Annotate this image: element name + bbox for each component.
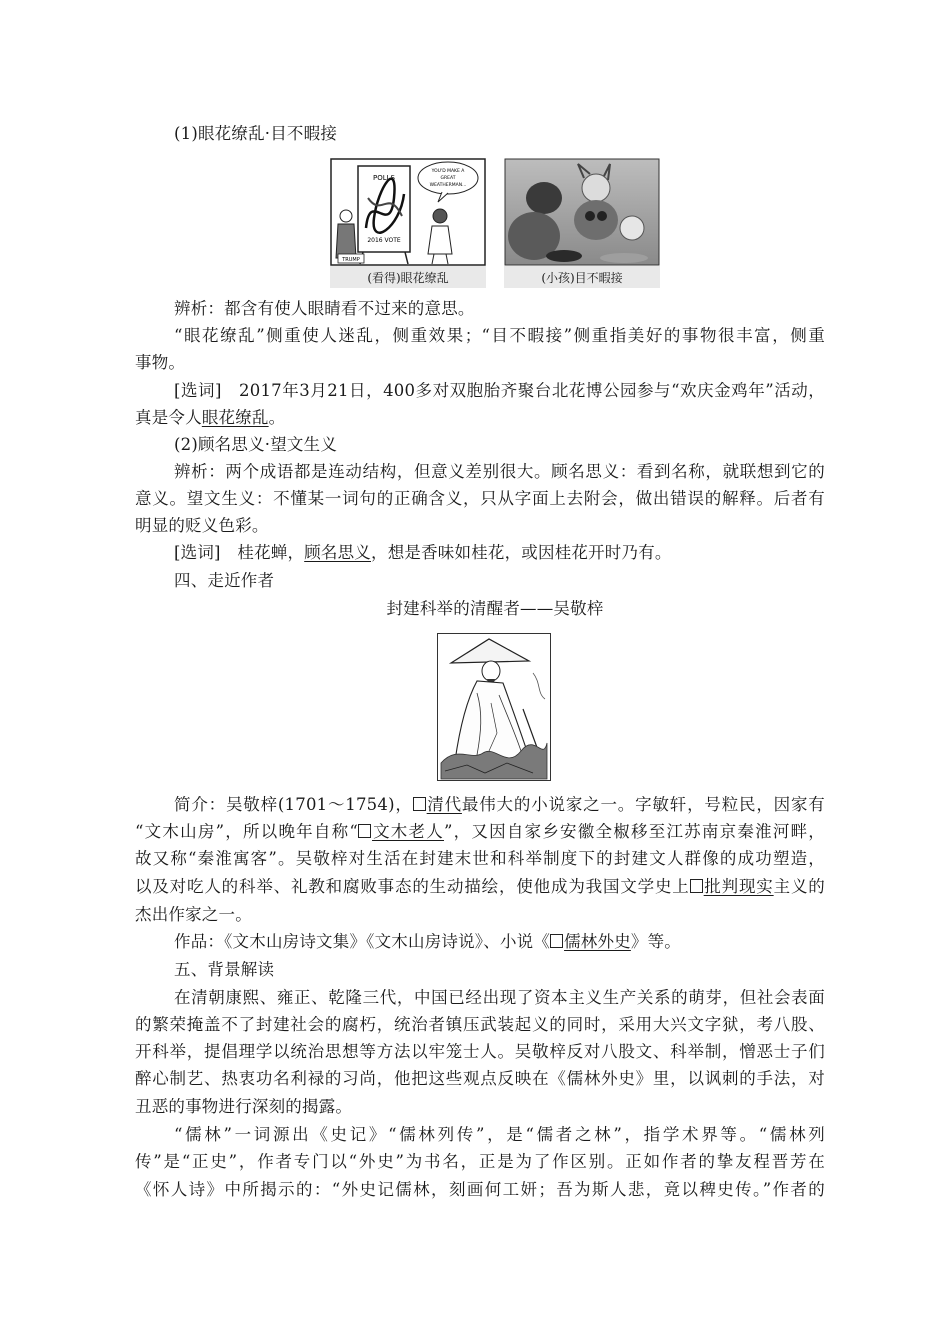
background-line-1: 在清朝康熙、雍正、乾隆三代，中国已经出现了资本主义生产关系的萌芽，但社会表面	[174, 988, 825, 1007]
analysis-line-2b: 意义。望文生义：不懂某一词句的正确含义，只从字面上去附会，做出错误的解释。后者有	[135, 489, 825, 508]
photo-figure	[504, 158, 660, 288]
background-line-2: 的繁荣掩盖不了封建社会的腐朽，统治者镇压武装起义的同时，采用大兴文字狱，考八股、	[135, 1015, 825, 1034]
works-line: 作品：《文木山房诗文集》《文木山房诗说》、小说《 儒林外史》等。	[174, 932, 681, 951]
blank-box-icon	[550, 934, 563, 948]
background-line-3: 开科举，提倡理学以统治思想等方法以牢笼士人。吴敬梓反对八股文、科举制，憎恶士子们	[135, 1042, 825, 1061]
background-line-8: 《怀人诗》中所揭示的：“外史记儒林，刻画何工妍；吾为斯人悲，竟以稗史传。”作者的	[135, 1180, 825, 1199]
example-line-1: [选词] 2017年3月21日，400多对双胞胎齐聚台北花博公园参与“欢庆金鸡年”活动，	[174, 381, 825, 400]
blank-answer-4: 儒林外史	[550, 932, 631, 951]
author-portrait	[437, 633, 551, 781]
analysis-line-2a: 辨析：两个成语都是连动结构，但意义差别很大。顾名思义：看到名称，就联想到它的	[174, 462, 825, 481]
analysis-text-1: 辨析：都含有使人眼睛看不过来的意思。	[174, 299, 475, 318]
intro-line-4: 以及对吃人的科举、礼教和腐败事态的生动描绘，使他成为我国文学史上 批判现实主义的	[135, 877, 825, 896]
background-line-5: 丑恶的事物进行深刻的揭露。	[135, 1097, 353, 1116]
section-title-2: (2)顾名思义·望文生义	[174, 435, 338, 454]
svg-text:YOU'D MAKE A: YOU'D MAKE A	[431, 169, 465, 174]
blank-box-icon	[413, 797, 426, 811]
intro-line-2: “文木山房”，所以晚年自称“ 文木老人”，又因自家乡安徽全椒移至江苏南京秦淮河畔，	[135, 822, 825, 841]
blank-answer-1: 清代	[413, 795, 462, 814]
section-title-1: (1)眼花缭乱·目不暇接	[174, 124, 338, 143]
background-line-7: 传”是“正史”，作者专门以“外史”为书名，正是为了作区别。正如作者的挚友程晋芳在	[135, 1152, 825, 1171]
svg-text:GREAT: GREAT	[440, 176, 456, 181]
cartoon-sign-text: TRUMP	[342, 257, 360, 263]
example-line-3: [选词] 桂花蝉，顾名思义，想是香味如桂花，或因桂花开时乃有。	[174, 543, 672, 562]
cartoon-vote-text: 2016 VOTE	[367, 237, 401, 244]
intro-line-3: 故又称“秦淮寓客”。吴敬梓对生活在封建末世和科举制度下的封建文人群像的成功塑造，	[135, 849, 825, 868]
figure-caption-right: (小孩)目不暇接	[541, 271, 623, 285]
underlined-idiom-1: 眼花缭乱	[201, 408, 269, 427]
svg-text:WEATHERMAN...: WEATHERMAN...	[429, 183, 467, 188]
blank-answer-3: 批判现实	[690, 877, 774, 896]
background-line-6: “儒林”一词源出《史记》“儒林列传”，是“儒者之林”，指学术界等。“儒林列	[174, 1125, 825, 1144]
background-line-4: 醉心制艺、热衷功名利禄的习尚，他把这些观点反映在《儒林外史》里，以讽刺的手法，对	[135, 1069, 825, 1088]
blank-box-icon	[690, 879, 703, 893]
figure-caption-left: (看得)眼花缭乱	[367, 271, 449, 285]
example-line-2: 真是令人眼花缭乱。	[135, 408, 286, 427]
underlined-idiom-2: 顾名思义	[304, 543, 371, 562]
detail-line-2: 事物。	[135, 353, 186, 372]
cartoon-polls-text: POLLS	[373, 174, 395, 182]
portrait-drawing	[437, 633, 551, 781]
section-heading-4: 四、走近作者	[174, 571, 275, 590]
blank-box-icon	[358, 824, 371, 838]
author-title: 封建科举的清醒者——吴敬梓	[386, 599, 604, 618]
analysis-line-2c: 明显的贬义色彩。	[135, 516, 269, 535]
cartoon-figure	[330, 158, 486, 288]
intro-line-1: 简介：吴敬梓(1701～1754)， 清代最伟大的小说家之一。字敏轩，号粒民，因家有	[174, 795, 825, 814]
intro-line-5: 杰出作家之一。	[135, 905, 252, 924]
blank-answer-2: 文木老人	[358, 822, 444, 841]
section-heading-5: 五、背景解读	[174, 960, 275, 979]
detail-line-1: “眼花缭乱”侧重使人迷乱，侧重效果；“目不暇接”侧重指美好的事物很丰富，侧重	[174, 326, 825, 345]
